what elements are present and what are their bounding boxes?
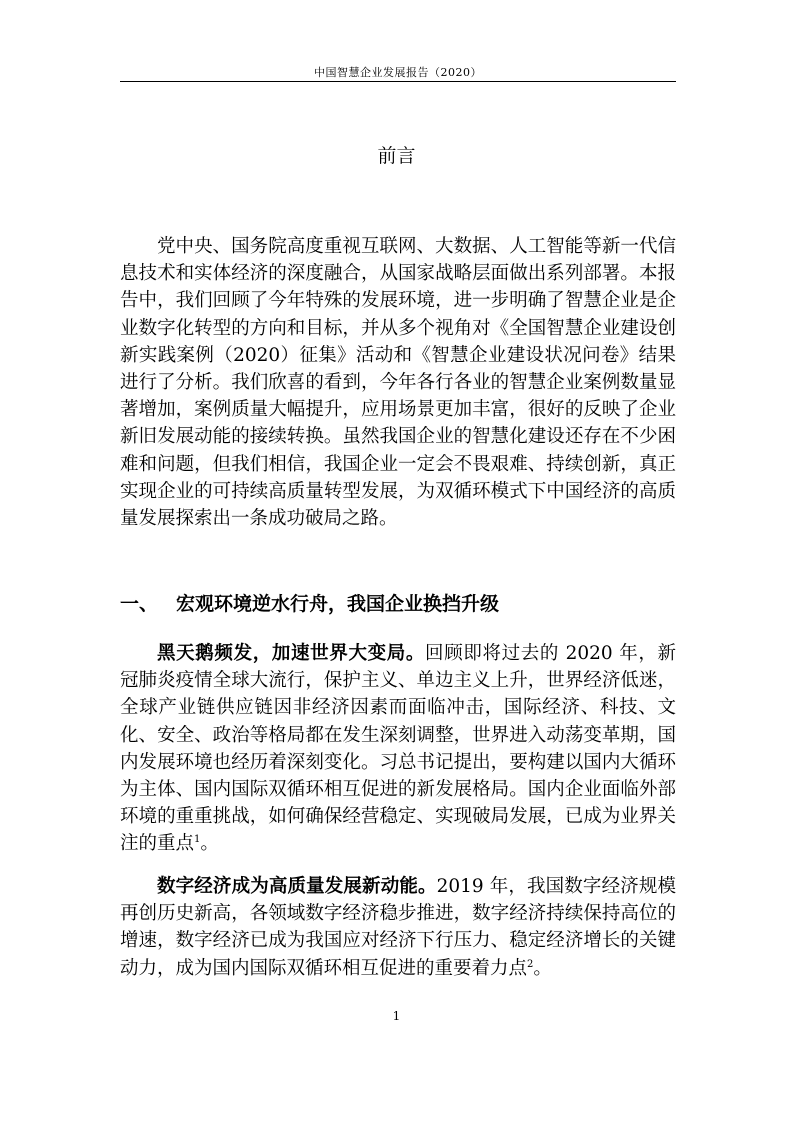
paragraph-lead-2: 数字经济成为高质量发展新动能。 (157, 876, 437, 897)
paragraph-lead-1: 黑天鹅频发，加速世界大变局。 (157, 643, 426, 664)
running-header: 中国智慧企业发展报告（2020） (314, 66, 482, 79)
paragraph-text-1: 回顾即将过去的 2020 年，新冠肺炎疫情全球大流行，保护主义、单边主义上升，世界经济低迷，全球产业链供应链因非经济因素而面临冲击，国际经济、科技、文化、安全、政治等格局都在发生深刻调整，世界进入动荡变革期，国内发展环境也经历着深刻变化。习总书记提出，要构建以国内大循环为主体、国内国际双循环相互促进的新发展格局。国内企业面临外部环境的重重挑战，如何确保经营稳定、实现破局发展，已成为业界关注的重点 (120, 643, 676, 855)
body-paragraph-2 (120, 873, 676, 982)
page-number: 1 (392, 1009, 401, 1023)
paragraph-text-2: 2019 年，我国数字经济规模再创历史新高，各领域数字经济稳步推进，数字经济持续保持高位的增速，数字经济已成为我国应对经济下行压力、稳定经济增长的关键动力，成为国内国际双循环相互促进的重要着力点 (120, 876, 676, 979)
section-number: 一、 (120, 593, 159, 615)
section-heading (120, 589, 676, 616)
preface-paragraph: 党中央、国务院高度重视互联网、大数据、人工智能等新一代信息技术和实体经济的深度融合，从国家战略层面做出系列部署。本报告中，我们回顾了今年特殊的发展环境，进一步明确了智慧企业是企业数字化转型的方向和目标，并从多个视角对《全国智慧企业建设创新实践案例（2020）征集》活动和《智慧企业建设状况问卷》结果进行了分析。我们欣喜的看到，今年各行各业的智慧企业案例数量显著增加，案例质量大幅提升，应用场景更加丰富，很好的反映了企业新旧发展动能的接续转换。虽然我国企业的智慧化建设还存在不少困难和问题，但我们相信，我国企业一定会不畏艰难、持续创新，真正实现企业的可持续高质量转型发展，为双循环模式下中国经济的高质量发展探索出一条成功破局之路。 (120, 236, 676, 530)
footnote-marker-2[interactable]: 2 (527, 958, 534, 970)
paragraph-end-1: 。 (200, 833, 219, 855)
page-title: 前言 (377, 145, 416, 167)
paragraph-end-2: 。 (533, 957, 552, 979)
header-rule (120, 81, 676, 82)
footnote-marker-1[interactable]: 1 (194, 834, 201, 846)
section-title: 宏观环境逆水行舟，我国企业换挡升级 (176, 593, 500, 615)
body-paragraph-1 (120, 640, 676, 858)
